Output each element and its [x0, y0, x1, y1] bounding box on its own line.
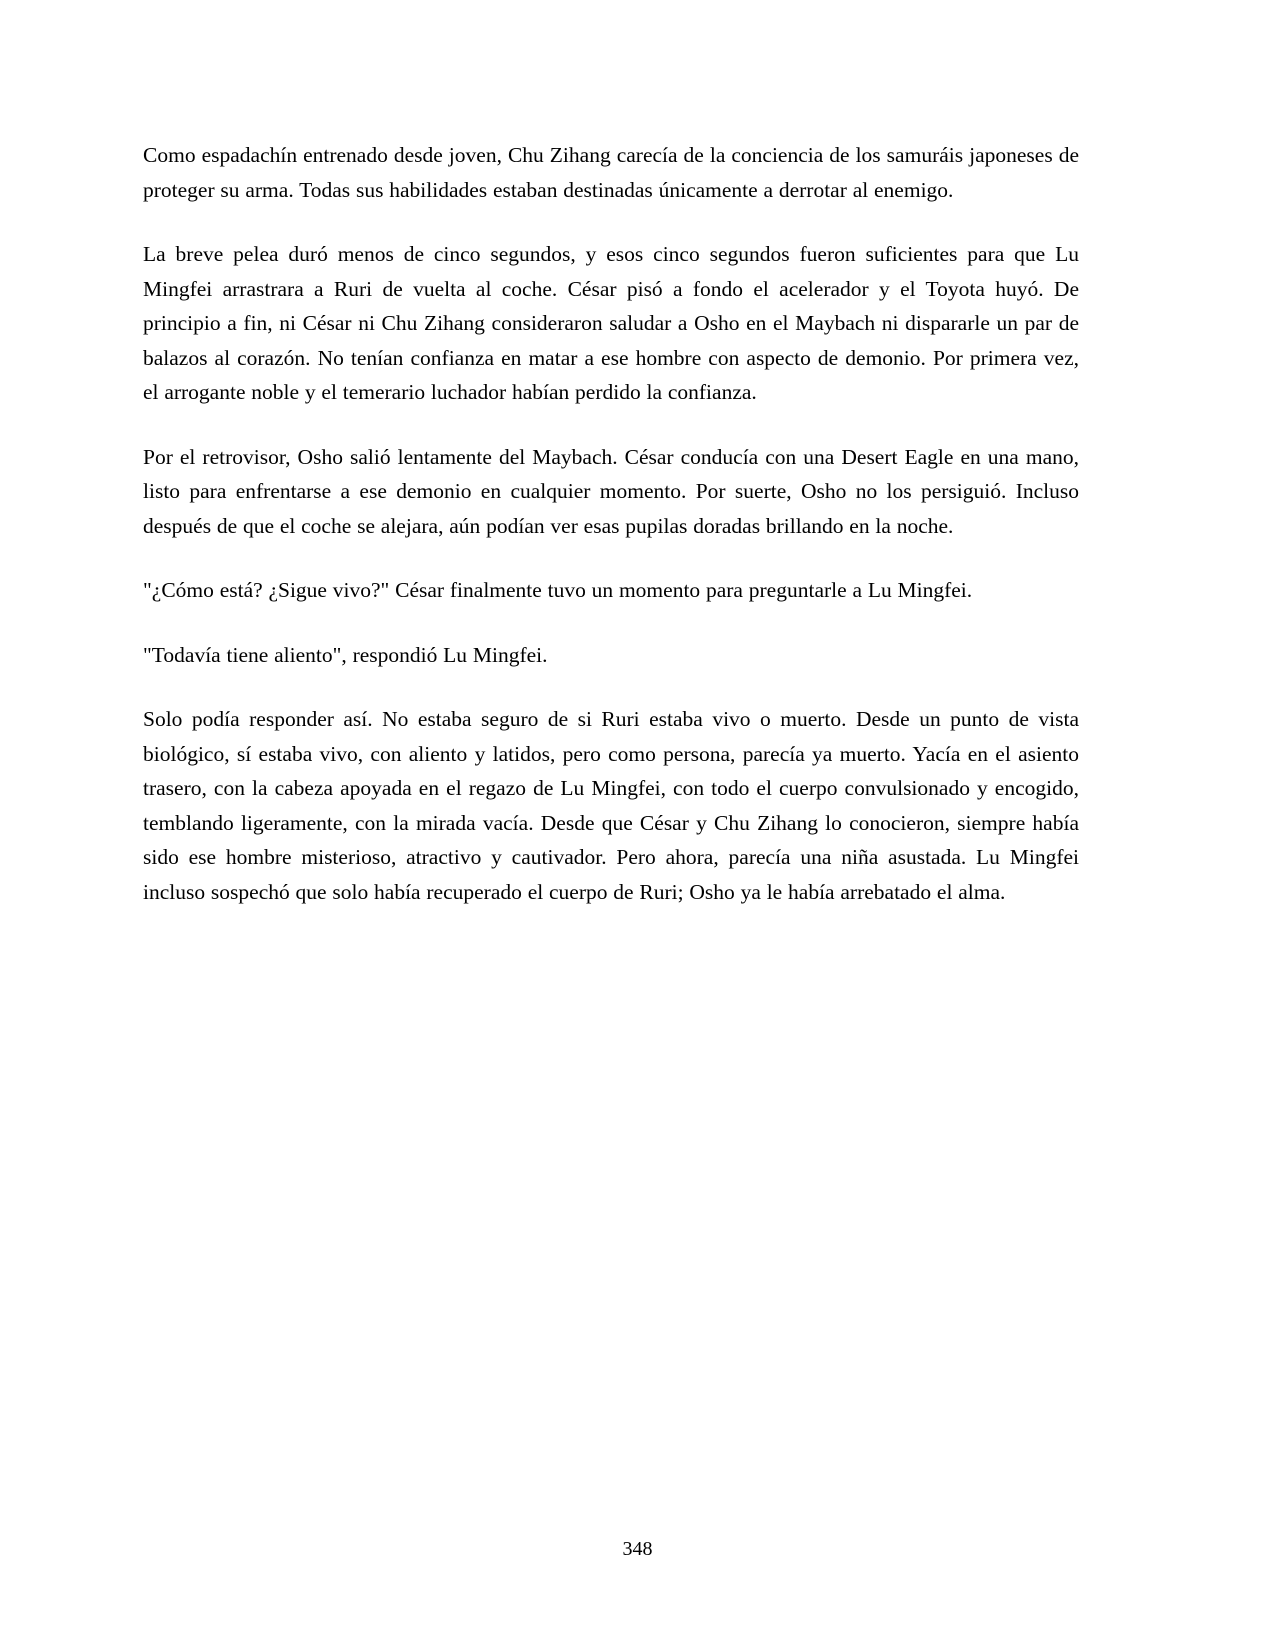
body-text-column	[143, 138, 1079, 909]
paragraph: Solo podía responder así. No estaba seguro de si Ruri estaba vivo o muerto. Desde un punto de vista biológico, sí estaba vivo, con aliento y latidos, pero como persona, parecía ya muerto. Yacía en el asiento trasero, con la cabeza apoyada en el regazo de Lu Mingfei, con todo el cuerpo convulsionado y encogido, temblando ligeramente, con la mirada vacía. Desde que César y Chu Zihang lo conocieron, siempre había sido ese hombre misterioso, atractivo y cautivador. Pero ahora, parecía una niña asustada. Lu Mingfei incluso sospechó que solo había recuperado el cuerpo de Ruri; Osho ya le había arrebatado el alma.	[143, 707, 1079, 904]
page-number: 348	[622, 1538, 653, 1560]
paragraph-dialogue: "Todavía tiene aliento", respondió Lu Mingfei.	[143, 642, 548, 667]
paragraph: La breve pelea duró menos de cinco segundos, y esos cinco segundos fueron suficientes para que Lu Mingfei arrastrara a Ruri de vuelta al coche. César pisó a fondo el acelerador y el Toyota huyó. De principio a fin, ni César ni Chu Zihang consideraron saludar a Osho en el Maybach ni dispararle un par de balazos al corazón. No tenían confianza en matar a ese hombre con aspecto de demonio. Por primera vez, el arrogante noble y el temerario luchador habían perdido la confianza.	[143, 242, 1079, 404]
paragraph-dialogue: "¿Cómo está? ¿Sigue vivo?" César finalmente tuvo un momento para preguntarle a Lu Mingfei.	[143, 578, 973, 602]
paragraph: Por el retrovisor, Osho salió lentamente del Maybach. César conducía con una Desert Eagle en una mano, listo para enfrentarse a ese demonio en cualquier momento. Por suerte, Osho no los persiguió. Incluso después de que el coche se alejara, aún podían ver esas pupilas doradas brillando en la noche.	[143, 444, 1079, 538]
paragraph: Como espadachín entrenado desde joven, Chu Zihang carecía de la conciencia de los samuráis japoneses de proteger su arma. Todas sus habilidades estaban destinadas únicamente a derrotar al enemigo.	[143, 143, 1079, 202]
